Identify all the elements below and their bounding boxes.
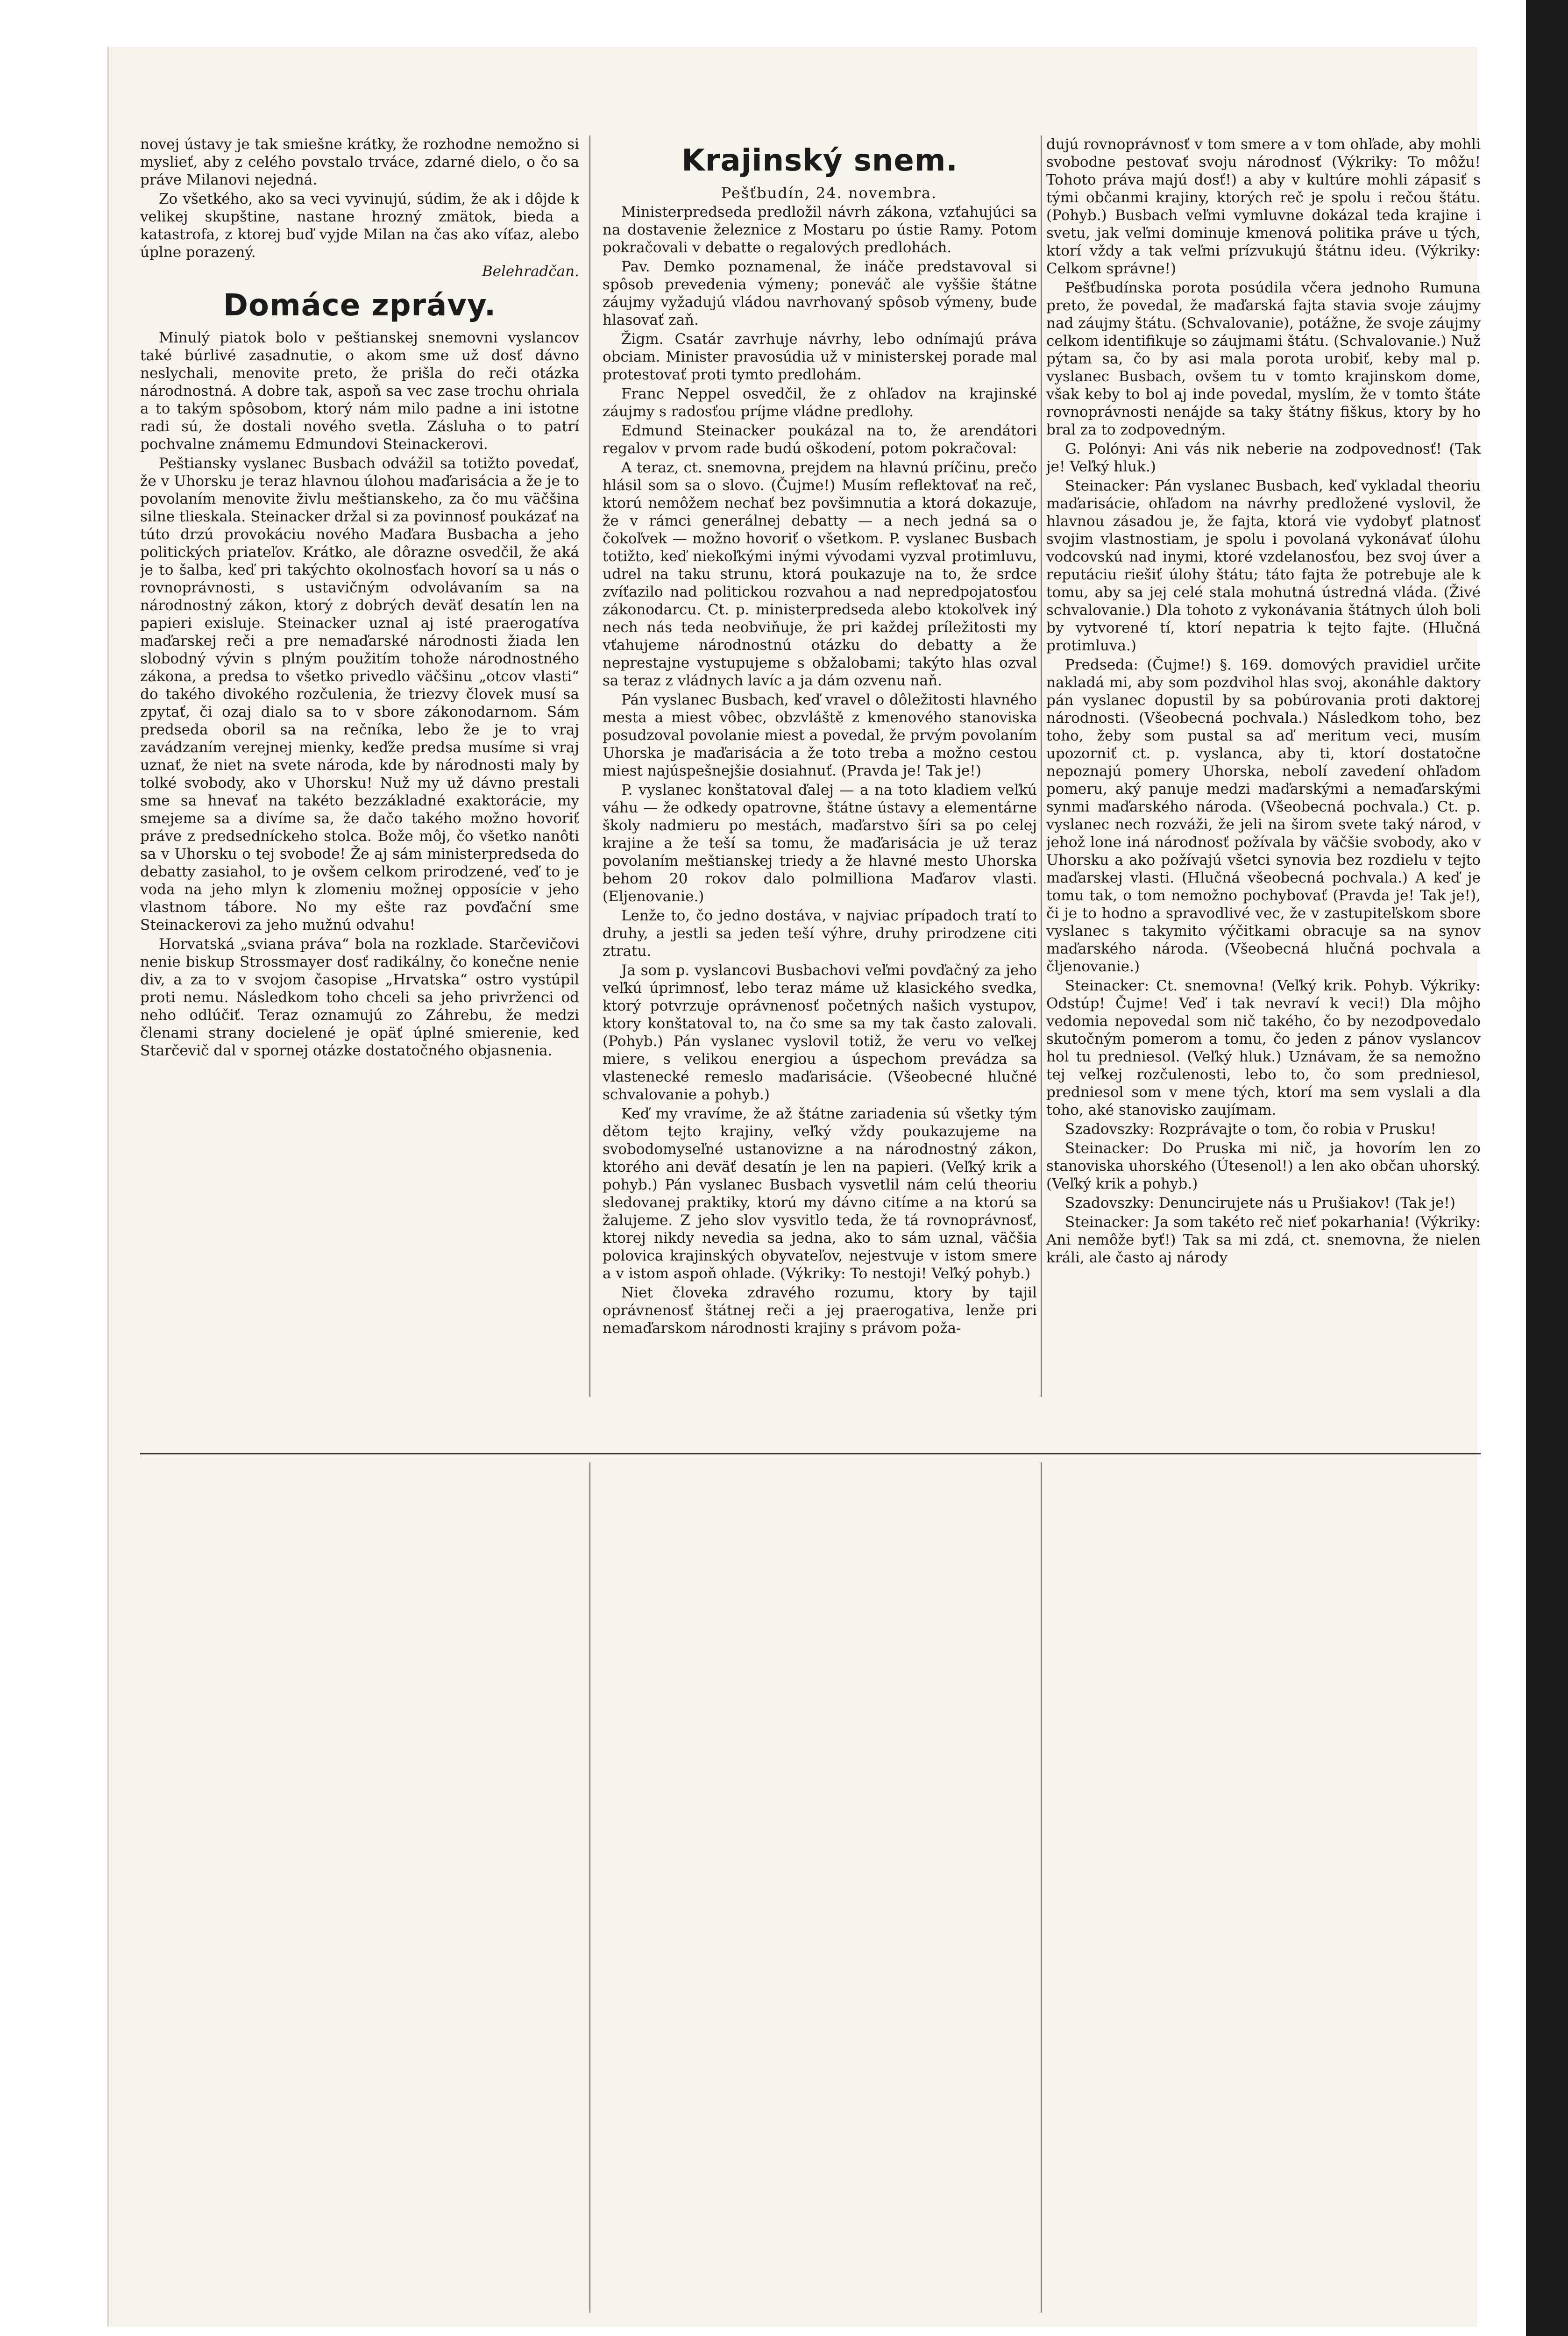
article-text: Szadovszky: Rozprávajte o tom, čo robia v Prusku! xyxy=(1065,1121,1436,1138)
article-text: Steinacker: Do Pruska mi nič, ja hovorím len zo stanoviska uhorského (Útesenol!) a len ako občan uhorský. (Veľký krik a pohyb.) xyxy=(1046,1140,1481,1192)
column-divider xyxy=(589,135,590,1397)
article-text: Minulý piatok bolo v peštianskej snemovni vyslancov také búrlivé zasadnutie, o akom sme už dosť dávno neslychali, menovite preto, že prišla do reči otázka národnostná. A dobre tak, aspoň sa vec zase trochu ohriala a to takým spôsobom, ktorý nám milo padne a ini istotne radi sú, že dostali nového svetla. Zásluha o to patrí pochvalne známemu Edmundovi Steinackerovi. xyxy=(140,329,579,453)
column-3 xyxy=(1046,135,1481,1411)
article-text: Keď my vravíme, že až štátne zariadenia sú všetky tým dětom tejto krajiny, veľký vždy poukazujeme na svobodomyseľné ustanovizne a na národnostný zákon, ktorého ani deväť desatín je len na papieri. (Veľký krik a pohyb.) Pán vyslanec Busbach vysvetlil nám celú theoriu sledovanej praktiky, ktorú my dávno citíme a na ktorú sa žalujeme. Z jeho slov vysvitlo teda, že tá rovnoprávnosť, ktorej nikdy nevedia sa jedna, ako to sám uznal, väčšia polovica krajinských obyvateľov, nejestvuje v istom smere a v istom aspoň ohlade. (Výkriky: To nestoji! Veľký pohyb.) xyxy=(603,1105,1037,1282)
binding-edge xyxy=(1526,0,1568,2336)
article-text: novej ústavy je tak smiešne krátky, že rozhodne nemožno si myslieť, aby z celého povstalo trváce, zdarné dielo, o čo sa práve Milanovi nejedná. xyxy=(140,136,579,188)
besednica-column-3 xyxy=(1046,1486,1481,2327)
article-text: dujú rovnoprávnosť v tom smere a v tom ohľade, aby mohli svobodne pestovať svoju národnosť (Výkriky: To môžu! Tohoto práva majú dosť!) a aby v kultúre mohli zápasiť s tými občanmi krajiny, ktorých reč je spolu i rečou štátu. (Pohyb.) Busbach veľmi vymluvne dokázal teda krajine i svetu, jak veľmi dominuje kmenová politika práve u tých, ktorí vždy a tak veľmi prízvukujú štátnu ideu. (Výkriky: Celkom správne!) xyxy=(1046,136,1481,277)
article-signature: Belehradčan. xyxy=(482,263,579,280)
article-text: Edmund Steinacker poukázal na to, že arendátori regalov v prvom rade budú oškodení, potom pokračoval: xyxy=(603,422,1037,457)
feuilleton-separator xyxy=(140,1453,1481,1454)
article-text: P. vyslanec konštatoval ďalej — a na toto kladiem veľkú váhu — že odkedy opatrovne, štátne ústavy a elementárne školy nadmieru po mestách, maďarstvo šíri sa po celej krajine a že teší sa tomu, že maďarisácia je už teraz povolaním meštianskej triedy a že hlavné mesto Uhorska behom 20 rokov dalo polmilliona Maďarov vlasti. (Eljenovanie.) xyxy=(603,782,1037,905)
article-text: Žigm. Csatár zavrhuje návrhy, lebo odnímajú práva obciam. Minister pravosúdia už v ministerskej porade mal protestovať proti tymto predlohám. xyxy=(603,331,1037,383)
besednica-column-1 xyxy=(140,1486,579,2327)
column-divider xyxy=(1041,1462,1042,2313)
column-divider xyxy=(1041,135,1042,1397)
article-text: Franc Neppel osvedčil, že z ohľadov na krajinské záujmy s radosťou príjme vládne predlohy. xyxy=(603,385,1037,420)
article-text: Zo všetkého, ako sa veci vyvinujú, súdim, že ak i dôjde k velikej skupštine, nastane hrozný zmätok, bieda a katastrofa, z ktorej buď vyjde Milan na čas ako víťaz, alebo úplne porazený. xyxy=(140,191,579,261)
dateline: Pešťbudín, 24. novembra. xyxy=(721,184,937,202)
section-heading-krajinsky-snem: Krajinský snem. xyxy=(681,143,958,178)
section-heading-domace: Domáce zprávy. xyxy=(223,288,497,323)
column-1 xyxy=(140,135,579,1411)
article-text: Predseda: (Čujme!) §. 169. domových pravidiel určite nakladá mi, aby som pozdvihol hlas svoj, akonáhle daktory pán vyslanec dopustil by sa pobúrovania proti daktorej národnosti. (Všeobecná pochvala.) Následkom toho, bez toho, žeby som pustal sa aď meritum veci, musím upozorniť ct. p. vyslanca, aby ti, ktorí dostatočne nepoznajú pomery Uhorska, nebolí zavedení ohľadom pomeru, aký panuje medzi maďarskými a nemaďarskými synmi maďarského národa. (Všeobecná pochvala.) Ct. p. vyslanec nech rozváži, že jeli na širom svete taký národ, v jehož lone iná národnosť požívala by väčšie svobody, ako v Uhorsku a ako požívajú všetci synovia bez rozdielu v tejto maďarskej vlasti. (Hlučná všeobecná pochvala.) A keď je tomu tak, o tom nemožno pochybovať (Pravda je! Tak je!), či je to hodno a spravodlivé vec, že v zastupiteľskom sbore vyslanec s takymito výčitkami obracuje sa na synov maďarského národa. (Všeobecná hlučná pochvala a čljenovanie.) xyxy=(1046,656,1481,975)
article-text: Niet človeka zdravého rozumu, ktory by tajil oprávnenosť štátnej reči a jej praerogativa, lenže pri nemaďarskom národnosti krajiny s právom poža- xyxy=(603,1284,1037,1337)
article-text: Horvatská „sviana práva“ bola na rozklade. Starčevičovi nenie biskup Strossmayer dosť radikálny, čo konečne nenie div, a za to v svojom časopise „Hrvatska“ ostro vystúpil proti nemu. Následkom toho chceli sa jeho privrženci od neho odlúčiť. Teraz oznamujú zo Záhrebu, že medzi členami strany docielené je opäť úplné smierenie, keď Starčevič dal v spornej otázke dostatočného objasnenia. xyxy=(140,936,579,1059)
article-text: Lenže to, čo jedno dostáva, v najviac prípadoch tratí to druhy, a jestli sa jeden teší výhre, druhy prirodzene citi ztratu. xyxy=(603,907,1037,960)
article-text: Peštiansky vyslanec Busbach odvážil sa totižto povedať, že v Uhorsku je teraz hlavnou úlohou maďarisácia a že je to povolaním menovite živlu meštianskeho, za čo mu väčšina silne tlieskala. Steinacker držal si za povinnosť poukázať na túto drzú provokáciu nového Maďara Busbacha a jeho politických priateľov. Krátko, ale dôrazne osvedčil, že aká je to šalba, keď pri takýchto okolnosťach hovorí sa u nás o rovnoprávnosti, s ustavičným odvolávaním sa na národnostný zákon, ktorý z dobrých deväť desatín len na papieri exisluje. Steinacker uznal aj isté praerogatíva maďarskej reči a pre nemaďarské národnosti žiada len slobodný vývin s plným použitím tohože národnostného zákona, a predsa to všetko privedlo väčšinu „otcov vlasti“ do takého divokého rozčulenia, že triezvy človek musí sa zpytať, či ozaj dialo sa to v sbore zákonodarnom. Sám predseda oboril sa na rečníka, lebo že je to vraj zavádzaním verejnej mienky, keďže predsa musíme si vraj uznať, že niet na svete národa, kde by národnosti maly by tolké svobody, ako v Uhorsku! Nuž my už dávno prestali sme sa hnevať na takéto bezzákladné exaktorácie, my smejeme sa a divíme sa, že dačo takého možno hovoriť práve z predsedníckeho stolca. Bože môj, čo všetko nanôti sa v Uhorsku o tej svobode! Že aj sám ministerpredseda do debatty zasiahol, to je ovšem celkom prirodzené, veď to je voda na jeho mlyn k zlomeniu možnej opposície v jeho vlastnom tábore. No my ešte raz povďační sme Steinackerovi za jeho mužnú odvahu! xyxy=(140,455,579,933)
article-text: Steinacker: Ct. snemovna! (Veľký krik. Pohyb. Výkriky: Odstúp! Čujme! Veď i tak nevraví k veci!) Dla môjho vedomia nepovedal som nič takého, čo by nezodpovedalo skutočným pomerom a tomu, čo jeden z pánov vyslancov hol tu predniesol. (Veľký hluk.) Uznávam, že sa nemožno tej veľkej rozčulenosti, lebo to, čo som predniesol, predniesol som v mene tých, ktorí ma sem vyslali a dla toho, aké stanovisko zaujímam. xyxy=(1046,977,1481,1118)
article-text: G. Polónyi: Ani vás nik neberie na zodpovednosť! (Tak je! Veľký hluk.) xyxy=(1046,441,1481,475)
article-text: Pešťbudínska porota posúdila včera jednoho Rumuna preto, že povedal, že maďarská fajta stavia svoje záujmy nad záujmy štátu. (Schvalovanie), potážne, že svoje záujmy celkom identifikuje so záujmami štátu. (Schvalovanie.) Nuž pýtam sa, čo by asi mala porota urobiť, keby mal p. vyslanec Busbach, ovšem tu v tomto krajinskom dome, však keby to bol aj inde povedal, myslím, že v tomto štáte rovnoprávnosti nenájde sa taky štátny fiškus, ktory by ho bral za to zodpovedným. xyxy=(1046,279,1481,438)
article-text: Pav. Demko poznamenal, že ináče predstavoval si spôsob prevedenia výmeny; poneváč ale vyššie štátne záujmy vyžadujú vládou navrhovaný spôsob výmeny, bude hlasovať zaň. xyxy=(603,258,1037,328)
article-text: A teraz, ct. snemovna, prejdem na hlavnú príčinu, prečo hlásil som sa o slovo. (Čujme!) Musím reflektovať na reč, ktorú nemôžem nechať bez povšimnutia a ktorá dokazuje, že v rámci generálnej debatty — a nech jedná sa o čokoľvek — možno hovoriť o všetkom. P. vyslanec Busbach totižto, keď niekoľkými inými vývodami vyzval protimluvu, udrel na taku strunu, ktorá poukazuje na to, že srdce zvíťazilo nad politickou rozvahou a nad nepredpojatosťou zákonodarcu. Ct. p. ministerpredseda alebo ktokoľvek iný nech nás teda neobviňuje, že pri každej príležitosti my vťahujeme národnostnú otázku do debatty a že neprestajne vystupujeme s obžalobami; takýto hlas ozval sa teraz z vládnych lavíc a ja dám ozvenu naň. xyxy=(603,459,1037,689)
besednica-column-2 xyxy=(603,1486,1037,2327)
article-text: Szadovszky: Denuncirujete nás u Prušiakov! (Tak je!) xyxy=(1065,1195,1455,1211)
column-2 xyxy=(603,135,1037,1411)
article-text: Ministerpredseda predložil návrh zákona, vzťahujúci sa na dostavenie železnice z Mostaru po ústie Ramy. Potom pokračovali v debatte o regalových predlohách. xyxy=(603,204,1037,256)
article-text: Pán vyslanec Busbach, keď vravel o dôležitosti hlavného mesta a miest vôbec, obzvláště z kmenového stanoviska posudzoval povolanie miest a povedal, že prvým povolaním Uhorska je maďarisácia a že toto treba a možno cestou miest najúspešnejšie dosiahnuť. (Pravda je! Tak je!) xyxy=(603,691,1037,779)
article-text: Steinacker: Pán vyslanec Busbach, keď vykladal theoriu maďarisácie, ohľadom na návrhy predložené vyslovil, že hlavnou zásadou je, že fajta, ktorá vie vydobyť platnosť svojim vlastnostiam, je spolu i povolaná vykonávať úlohu vodcovskú nad inymi, ktoré vzdelanosťou, bez svoj úver a reputáciu riešiť úlohy štátu; táto fajta že potrebuje ale k tomu, aby sa jej celé stala mohutná ústredná vláda. (Živé schvalovanie.) Dla tohoto z vykonávania štátnych úloh boli by vytvorené tí, ktorí nepatria k tejto fajte. (Hlučná protimluva.) xyxy=(1046,477,1481,654)
column-divider xyxy=(589,1462,590,2313)
article-text: Steinacker: Ja som takéto reč nieť pokarhania! (Výkriky: Ani nemôže byť!) Tak sa mi zdá, ct. snemovna, že nielen králi, ale často aj národy xyxy=(1046,1214,1481,1266)
article-text: Ja som p. vyslancovi Busbachovi veľmi povďačný za jeho veľkú úprimnosť, lebo teraz máme už klasického svedka, ktorý potvrzuje oprávnenosť početných našich vystupov, ktory konštatoval to, na čo sme sa my tak často zalovali. (Pohyb.) Pán vyslanec vyslovil totiž, že veru vo veľkej miere, s velikou energiou a úspechom prevádza sa vlastenecké remeslo maďarisácie. (Všeobecné hlučné schvalovanie a pohyb.) xyxy=(603,962,1037,1103)
